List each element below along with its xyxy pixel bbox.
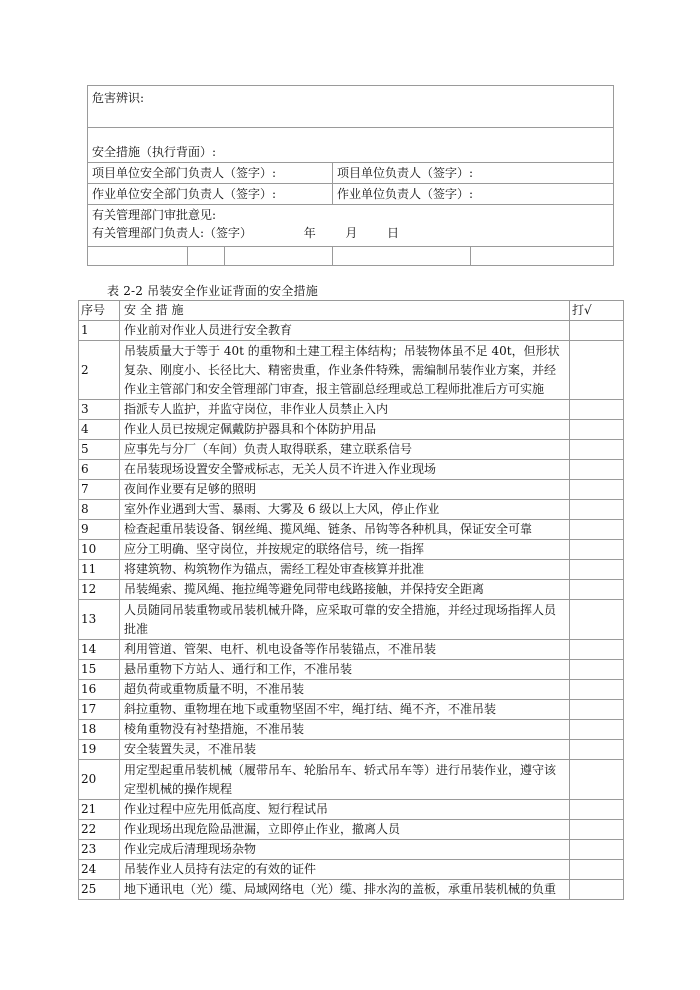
- measure-text: 斜拉重物、重物埋在地下或重物坚固不牢，绳打结、绳不齐，不准吊装: [120, 700, 570, 720]
- check-cell[interactable]: [570, 341, 624, 400]
- blank-row: [88, 128, 614, 143]
- check-cell[interactable]: [570, 600, 624, 640]
- header-no: 序号: [79, 301, 120, 321]
- row-number: 2: [79, 341, 120, 400]
- check-cell[interactable]: [570, 580, 624, 600]
- row-number: 24: [79, 860, 120, 880]
- work-safety-head-signature: [88, 184, 333, 205]
- measure-text: 应分工明确、坚守岗位，并按规定的联络信号，统一指挥: [120, 540, 570, 560]
- approval-cell: [88, 205, 614, 247]
- table-row: [79, 760, 624, 800]
- hazard-identification-label: 危害辨识:: [92, 91, 145, 105]
- table-row: [79, 520, 624, 540]
- check-cell[interactable]: [570, 560, 624, 580]
- empty-cell: [333, 247, 471, 266]
- check-cell[interactable]: [570, 520, 624, 540]
- measure-text: 吊装质量大于等于 40t 的重物和土建工程主体结构；吊装物体虽不足 40t，但形状复杂、刚度小、长径比大、精密贵重，作业条件特殊，需编制吊装作业方案，并经作业主管部门和安全管理部门审查，报主管副总经理或总工程师批准后方可实施: [120, 341, 570, 400]
- row-number: 14: [79, 640, 120, 660]
- approval-signature-line: [92, 224, 609, 242]
- measure-text: 作业完成后清理现场杂物: [120, 840, 570, 860]
- work-safety-head-label: 作业单位安全部门负责人（签字）:: [92, 186, 277, 201]
- row-number: 11: [79, 560, 120, 580]
- date-year-label: 年: [303, 226, 316, 240]
- table-row: [79, 560, 624, 580]
- measure-text: 利用管道、管架、电杆、机电设备等作吊装锚点，不准吊装: [120, 640, 570, 660]
- table-row: [79, 840, 624, 860]
- table-row: [79, 880, 624, 900]
- work-unit-head-label: 作业单位负责人（签字）:: [337, 186, 474, 201]
- check-cell[interactable]: [570, 400, 624, 420]
- table-row: [79, 700, 624, 720]
- measure-text: 夜间作业要有足够的照明: [120, 480, 570, 500]
- check-cell[interactable]: [570, 460, 624, 480]
- measure-text: 将建筑物、构筑物作为锚点，需经工程处审查核算并批准: [120, 560, 570, 580]
- row-number: 22: [79, 820, 120, 840]
- row-number: 7: [79, 480, 120, 500]
- row-number: 17: [79, 700, 120, 720]
- row-number: 1: [79, 321, 120, 341]
- check-cell[interactable]: [570, 440, 624, 460]
- table-caption: 表 2-2 吊装安全作业证背面的安全措施: [107, 284, 318, 298]
- check-cell[interactable]: [570, 660, 624, 680]
- table-row: [79, 480, 624, 500]
- measure-text: 安全装置失灵，不准吊装: [120, 740, 570, 760]
- measure-text: 作业前对作业人员进行安全教育: [120, 321, 570, 341]
- measure-text: 地下通讯电（光）缆、局域网络电（光）缆、排水沟的盖板，承重吊装机械的负重: [120, 880, 570, 900]
- header-measure: 安 全 措 施: [120, 301, 570, 321]
- row-number: 12: [79, 580, 120, 600]
- row-number: 3: [79, 400, 120, 420]
- empty-cell: [88, 247, 188, 266]
- row-number: 13: [79, 600, 120, 640]
- table-row: [79, 500, 624, 520]
- approval-opinion-label: 有关管理部门审批意见:: [92, 208, 217, 222]
- check-cell[interactable]: [570, 840, 624, 860]
- table-header-row: [79, 301, 624, 321]
- table-row: [79, 400, 624, 420]
- row-number: 15: [79, 660, 120, 680]
- measure-text: 作业过程中应先用低高度、短行程试吊: [120, 800, 570, 820]
- approval-head-label: 有关管理部门负责人:（签字）: [92, 226, 253, 240]
- check-cell[interactable]: [570, 321, 624, 341]
- row-number: 21: [79, 800, 120, 820]
- table-row: [79, 580, 624, 600]
- empty-cell: [188, 247, 225, 266]
- row-number: 19: [79, 740, 120, 760]
- measure-text: 悬吊重物下方站人、通行和工作，不准吊装: [120, 660, 570, 680]
- table-row: [79, 640, 624, 660]
- measure-text: 用定型起重吊装机械（履带吊车、轮胎吊车、轿式吊车等）进行吊装作业，遵守该定型机械的操作规程: [120, 760, 570, 800]
- measure-text: 应事先与分厂（车间）负责人取得联系，建立联系信号: [120, 440, 570, 460]
- measure-text: 指派专人监护，并监守岗位，非作业人员禁止入内: [120, 400, 570, 420]
- row-number: 16: [79, 680, 120, 700]
- measure-text: 作业人员已按规定佩戴防护器具和个体防护用品: [120, 420, 570, 440]
- row-number: 10: [79, 540, 120, 560]
- measure-text: 棱角重物没有衬垫措施，不准吊装: [120, 720, 570, 740]
- row-number: 18: [79, 720, 120, 740]
- header-check: 打√: [570, 301, 624, 321]
- row-number: 8: [79, 500, 120, 520]
- table-row: [79, 321, 624, 341]
- check-cell[interactable]: [570, 480, 624, 500]
- row-number: 25: [79, 880, 120, 900]
- row-number: 20: [79, 760, 120, 800]
- measure-text: 室外作业遇到大雪、暴雨、大雾及 6 级以上大风，停止作业: [120, 500, 570, 520]
- table-row: [79, 460, 624, 480]
- date-month-label: 月: [345, 226, 358, 240]
- check-cell[interactable]: [570, 860, 624, 880]
- empty-cell: [225, 247, 333, 266]
- table-row: [79, 820, 624, 840]
- project-safety-head-label: 项目单位安全部门负责人（签字）:: [92, 165, 277, 180]
- measure-text: 在吊装现场设置安全警戒标志，无关人员不许进入作业现场: [120, 460, 570, 480]
- measure-text: 作业现场出现危险品泄漏，立即停止作业，撤离人员: [120, 820, 570, 840]
- safety-measures-table: [78, 300, 624, 900]
- project-safety-head-signature: [88, 163, 333, 184]
- check-cell[interactable]: [570, 700, 624, 720]
- row-number: 6: [79, 460, 120, 480]
- table-row: [79, 720, 624, 740]
- table-row: [79, 680, 624, 700]
- row-number: 5: [79, 440, 120, 460]
- table-row: [79, 420, 624, 440]
- check-cell[interactable]: [570, 820, 624, 840]
- permit-form-table: [87, 85, 614, 266]
- check-cell[interactable]: [570, 680, 624, 700]
- table-row: [79, 740, 624, 760]
- row-number: 4: [79, 420, 120, 440]
- work-unit-head-signature: [333, 184, 614, 205]
- measure-text: 吊装作业人员持有法定的有效的证件: [120, 860, 570, 880]
- check-cell[interactable]: [570, 720, 624, 740]
- check-cell[interactable]: [570, 420, 624, 440]
- table-row: [79, 440, 624, 460]
- measure-text: 吊装绳索、揽风绳、拖拉绳等避免同带电线路接触，并保持安全距离: [120, 580, 570, 600]
- safety-measures-cell: [88, 142, 614, 163]
- measure-text: 检查起重吊装设备、钢丝绳、揽风绳、链条、吊钩等各种机具，保证安全可靠: [120, 520, 570, 540]
- row-number: 23: [79, 840, 120, 860]
- table-row: [79, 860, 624, 880]
- date-day-label: 日: [387, 226, 400, 240]
- table-row: [79, 600, 624, 640]
- check-cell[interactable]: [570, 500, 624, 520]
- hazard-identification-cell: [88, 86, 614, 128]
- check-cell[interactable]: [570, 540, 624, 560]
- project-unit-head-label: 项目单位负责人（签字）:: [337, 165, 474, 180]
- measure-text: 人员随同吊装重物或吊装机械升降，应采取可靠的安全措施，并经过现场指挥人员批准: [120, 600, 570, 640]
- safety-measures-label: 安全措施（执行背面）:: [92, 144, 217, 159]
- table-row: [79, 341, 624, 400]
- check-cell[interactable]: [570, 800, 624, 820]
- check-cell[interactable]: [570, 760, 624, 800]
- measure-text: 超负荷或重物质量不明，不准吊装: [120, 680, 570, 700]
- table-row: [79, 800, 624, 820]
- row-number: 9: [79, 520, 120, 540]
- check-cell[interactable]: [570, 880, 624, 900]
- project-unit-head-signature: [333, 163, 614, 184]
- empty-cell: [471, 247, 614, 266]
- table-row: [79, 540, 624, 560]
- table-row: [79, 660, 624, 680]
- check-cell[interactable]: [570, 740, 624, 760]
- check-cell[interactable]: [570, 640, 624, 660]
